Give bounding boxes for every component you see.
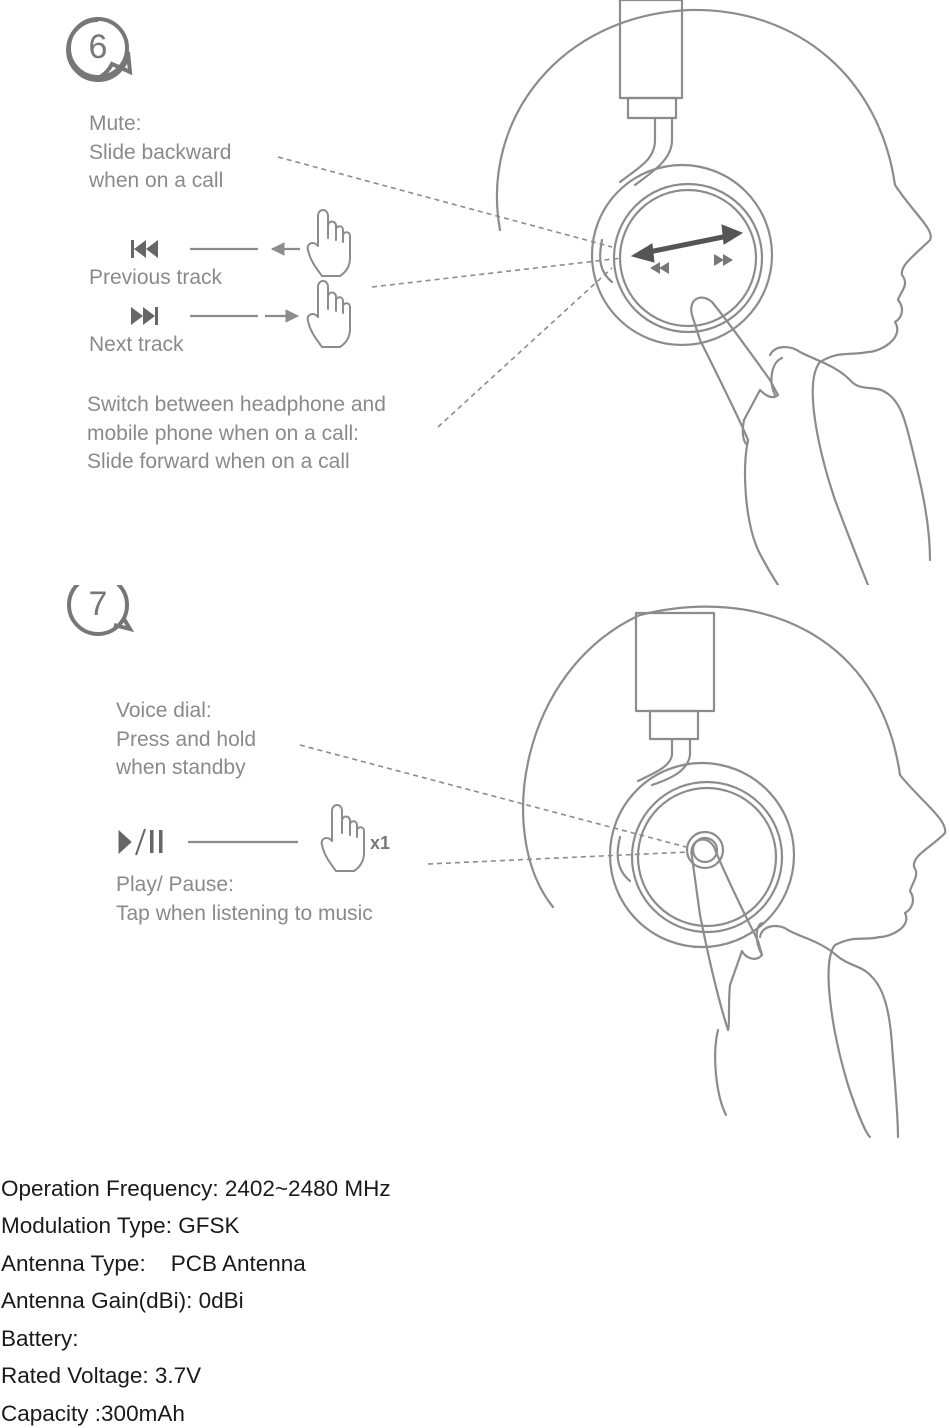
previous-track-label: Previous track (89, 266, 223, 289)
head-headphone-slide-illustration (0, 0, 950, 585)
head-outline (523, 607, 945, 1137)
next-track-label: Next track (89, 333, 184, 356)
spec-modulation: Modulation Type: GFSK (1, 1213, 240, 1238)
pointing-hand-icon (322, 805, 364, 871)
spec-battery: Battery: (1, 1326, 79, 1351)
tap-count-label: x1 (370, 833, 391, 853)
ear-cup-inner (614, 184, 762, 332)
spec-rated-voltage: Rated Voltage: 3.7V (1, 1363, 202, 1388)
voice-dial-instruction: Voice dial: Press and hold when standby (116, 699, 257, 779)
step-number: 7 (88, 585, 108, 623)
skip-previous-icon (131, 240, 158, 258)
spec-antenna-gain: Antenna Gain(dBi): 0dBi (1, 1288, 244, 1313)
step-6-panel (0, 0, 950, 585)
play-pause-instruction: Play/ Pause: Tap when listening to music (116, 873, 373, 925)
spec-frequency: Operation Frequency: 2402~2480 MHz (1, 1176, 391, 1201)
finger (691, 298, 778, 444)
pointing-hand-icon (308, 210, 350, 276)
head-outline (497, 10, 931, 585)
switch-instruction: Switch between headphone and mobile phone when on a call: Slide forward when on a call (87, 393, 386, 473)
step-7-panel (0, 585, 950, 1145)
mute-instruction: Mute: Slide backward when on a call (89, 112, 232, 192)
spec-capacity: Capacity :300mAh (1, 1401, 185, 1426)
step-number: 6 (88, 28, 108, 66)
pointing-hand-icon (308, 281, 350, 347)
spec-antenna-type: Antenna Type: PCB Antenna (1, 1251, 306, 1276)
play-pause-icon (119, 829, 163, 855)
skip-next-icon (131, 307, 158, 325)
ear-cup-inner (632, 782, 782, 932)
head-headphone-tap-illustration (0, 585, 950, 1145)
